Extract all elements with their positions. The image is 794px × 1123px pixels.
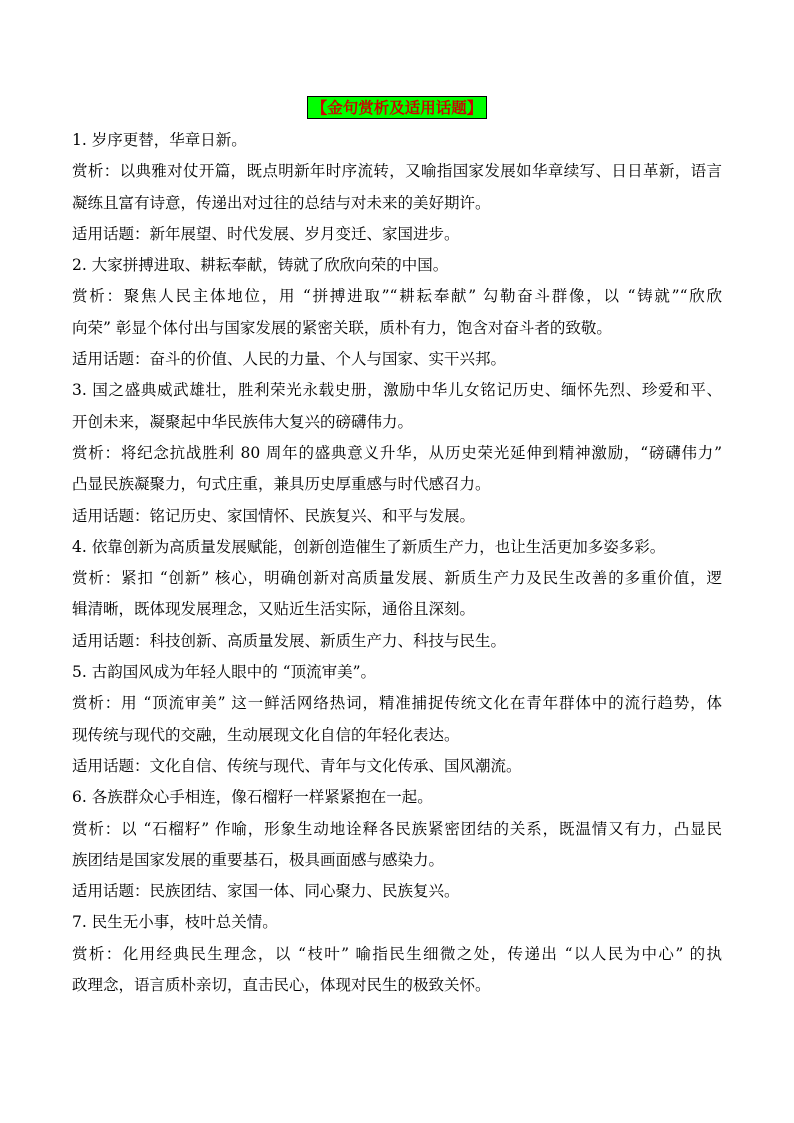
text-line: 辑清晰，既体现发展理念，又贴近生活实际，通俗且深刻。 xyxy=(72,600,476,619)
text-line: 赏析：紧扣 “创新” 核心，明确创新对高质量发展、新质生产力及民生改善的多重价值，逻 xyxy=(72,569,722,588)
text-line: 适用话题：铭记历史、家国情怀、民族复兴、和平与发展。 xyxy=(72,506,476,525)
text-line: 4. 依靠创新为高质量发展赋能，创新创造催生了新质生产力，也让生活更加多姿多彩。 xyxy=(72,537,666,556)
text-line: 5. 古韵国风成为年轻人眼中的 “顶流审美”。 xyxy=(72,663,376,682)
text-line: 赏析：以 “石榴籽” 作喻，形象生动地诠释各民族紧密团结的关系，既温情又有力，凸显民 xyxy=(72,819,722,838)
text-line: 适用话题：新年展望、时代发展、岁月变迁、家国进步。 xyxy=(72,224,460,243)
text-line: 3. 国之盛典威武雄壮，胜利荣光永载史册，激励中华儿女铭记历史、缅怀先烈、珍爱和平、 xyxy=(72,381,722,400)
text-line: 适用话题：奋斗的价值、人民的力量、个人与国家、实干兴邦。 xyxy=(72,350,507,369)
text-line: 适用话题：科技创新、高质量发展、新质生产力、科技与民生。 xyxy=(72,631,507,650)
text-line: 2. 大家拼搏进取、耕耘奉献，铸就了欣欣向荣的中国。 xyxy=(72,256,449,275)
document-page xyxy=(72,96,722,1001)
text-line: 1. 岁序更替，华章日新。 xyxy=(72,131,247,149)
text-line: 赏析：化用经典民生理念，以 “枝叶” 喻指民生细微之处，传递出 “以人民为中心” 的执 xyxy=(72,944,722,963)
text-line: 赏析：用 “顶流审美” 这一鲜活网络热词，精准捕捉传统文化在青年群体中的流行趋势，体 xyxy=(72,694,722,713)
text-line: 现传统与现代的交融，生动展现文化自信的年轻化表达。 xyxy=(72,725,460,744)
text-line: 凸显民族凝聚力，句式庄重，兼具历史厚重感与时代感召力。 xyxy=(72,475,491,494)
text-line: 7. 民生无小事，枝叶总关情。 xyxy=(72,913,278,932)
text-line: 适用话题：民族团结、家国一体、同心聚力、民族复兴。 xyxy=(72,882,460,901)
text-line: 政理念，语言质朴亲切，直击民心，体现对民生的极致关怀。 xyxy=(72,976,491,995)
text-line: 适用话题：文化自信、传统与现代、青年与文化传承、国风潮流。 xyxy=(72,756,522,775)
title-wrap xyxy=(72,96,722,119)
text-line: 凝练且富有诗意，传递出对过往的总结与对未来的美好期许。 xyxy=(72,193,491,212)
text-line: 向荣” 彰显个体付出与国家发展的紧密关联，质朴有力，饱含对奋斗者的致敬。 xyxy=(72,318,612,337)
text-line: 赏析：将纪念抗战胜利 80 周年的盛典意义升华，从历史荣光延伸到精神激励，“磅礴伟力” xyxy=(72,443,722,462)
text-line: 开创未来，凝聚起中华民族伟大复兴的磅礴伟力。 xyxy=(72,412,414,431)
text-line: 族团结是国家发展的重要基石，极具画面感与感染力。 xyxy=(72,850,445,869)
text-line: 6. 各族群众心手相连，像石榴籽一样紧紧抱在一起。 xyxy=(72,788,433,807)
text-line: 赏析：以典雅对仗开篇，既点明新年时序流转，又喻指国家发展如华章续写、日日革新，语言 xyxy=(72,162,722,181)
document-body xyxy=(72,125,722,1001)
section-title: 【金句赏析及适用话题】 xyxy=(307,96,488,119)
text-line: 赏析：聚焦人民主体地位，用 “拼搏进取”“耕耘奉献” 勾勒奋斗群像，以 “铸就”“欣欣 xyxy=(72,287,722,306)
